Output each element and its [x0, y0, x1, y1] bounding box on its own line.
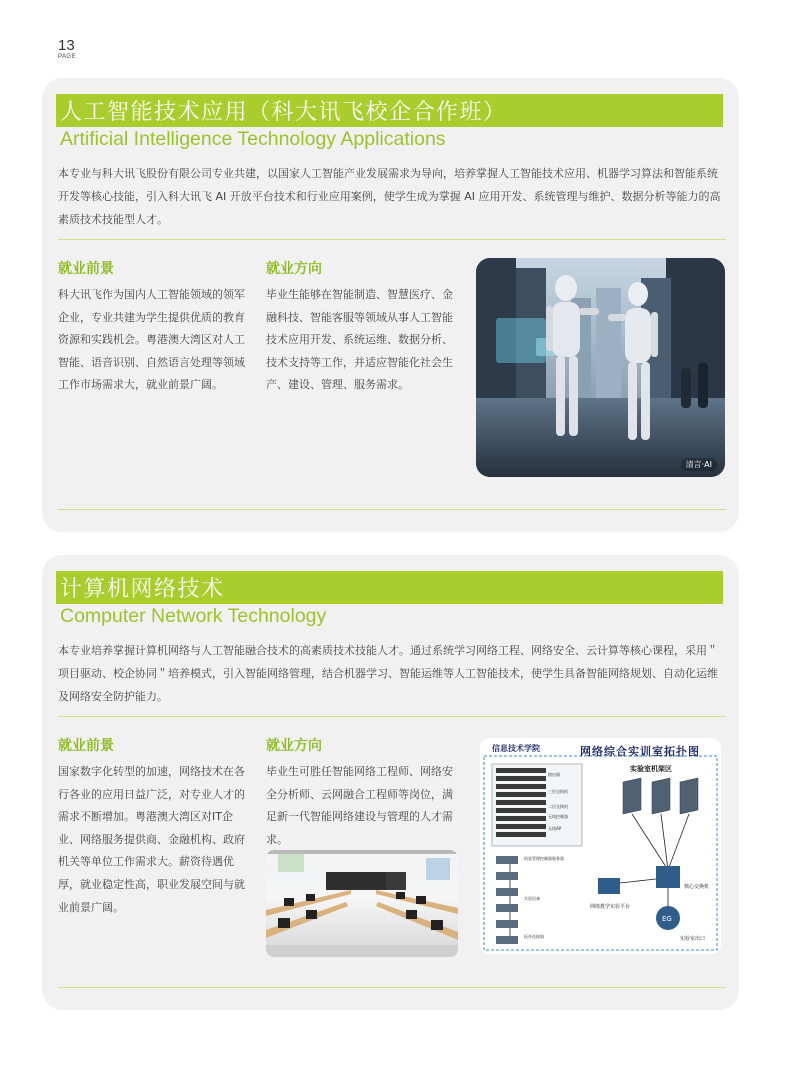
section-card-ai [42, 78, 739, 532]
rack-label-2: 二层交换机 [548, 804, 568, 809]
prospects-heading: 就业前景 [58, 738, 114, 754]
rack-label-1: 三层交换机 [548, 789, 568, 794]
lab-illustration [266, 850, 458, 957]
divider [58, 716, 726, 717]
computer-lab-image [266, 850, 458, 957]
section-title: 人工智能技术应用（科大讯飞校企合作班） [60, 100, 507, 125]
direction-heading: 就业方向 [266, 261, 322, 277]
topology-illustration [480, 738, 721, 954]
section-subtitle-en: Artificial Intelligence Technology Applications [60, 128, 446, 150]
network-topology-diagram [480, 738, 721, 954]
page-number-label: PAGE [58, 54, 77, 60]
section-intro: 本专业与科大讯飞股份有限公司专业共建，以国家人工智能产业发展需求为导向，培养掌握人工智能技术应用、机器学习算法和智能系统开发等核心技能，引入科大讯飞 AI 开放平台技术和行业应用案例，使学生成为掌握 AI 应用开发、系统管理与维护、数据分析等能力的高素质技术技能型人才。 [58, 167, 721, 226]
diagram-school: 信息技术学院 [492, 744, 540, 753]
robots-illustration [476, 258, 725, 477]
prospects-text: 科大讯飞作为国内人工智能领域的领军企业，专业共建为学生提供优质的教育资源和实践机会。粤港澳大湾区对人工智能、语音识别、自然语言处理等领域工作市场需求大，就业前景广阔。 [58, 288, 245, 392]
direction-text: 毕业生可胜任智能网络工程师、网络安全分析师、云网融合工程师等岗位，满足新一代智能网络建设与管理的人才需求。 [266, 765, 453, 846]
robots-image [476, 258, 725, 477]
rack-label-4: 无线AP [548, 826, 562, 831]
page-number [58, 38, 76, 60]
rack-label-3: 无线控制器 [548, 814, 568, 819]
section-intro: 本专业培养掌握计算机网络与人工智能融合技术的高素质技术技能人才。通过系统学习网络工程、网络安全、云计算等核心课程，采用＂项目驱动、校企协同＂培养模式，引入智能网络管理，结合机器学习、智能运维等人工智能技术，使学生具备智能网络规划、自动化运维及网络安全防护能力。 [58, 644, 718, 703]
section-title-bar [56, 94, 723, 127]
divider [58, 509, 726, 510]
diagram-title: 网络综合实训室拓扑图 [580, 745, 700, 758]
page-number-value: 13 [58, 37, 75, 54]
prospects-text: 国家数字化转型的加速，网络技术在各行各业的应用日益广泛，对专业人才的需求不断增加。粤港澳大湾区对IT企业、网络服务提供商、金融机构、政府机关等单位工作需求大。薪资待遇优厚，就业稳定性高，职业发展空间与就业前景广阔。 [58, 765, 245, 914]
eg-label: EG [662, 915, 672, 923]
prospects-heading: 就业前景 [58, 261, 114, 277]
section-title-bar [56, 571, 723, 604]
rack-label-0: 路由器 [548, 772, 560, 777]
section-card-network [42, 555, 739, 1010]
section-subtitle-en: Computer Network Technology [60, 605, 327, 627]
rack-area-label: 实验室机架区 [630, 765, 672, 773]
image-watermark: 清言·AI [681, 458, 717, 471]
divider [58, 239, 726, 240]
diagram-header [492, 743, 712, 758]
platform-label: 网络教学实验平台 [590, 904, 631, 910]
direction-heading: 就业方向 [266, 738, 322, 754]
divider [58, 987, 726, 988]
left-label-0: 机架管理控制器服务器 [524, 856, 564, 861]
section-title: 计算机网络技术 [60, 577, 225, 602]
exit-label: 实验室出口 [680, 936, 706, 942]
core-switch-label: 核心交换机 [684, 884, 710, 890]
left-label-2: 拓扑连接器 [524, 934, 544, 939]
left-label-1: 实验设备 [524, 896, 540, 901]
direction-text: 毕业生能够在智能制造、智慧医疗、金融科技、智能客服等领域从事人工智能技术应用开发、系统运维、数据分析、技术支持等工作，并适应智能化社会生产、建设、管理、服务需求。 [266, 288, 453, 392]
